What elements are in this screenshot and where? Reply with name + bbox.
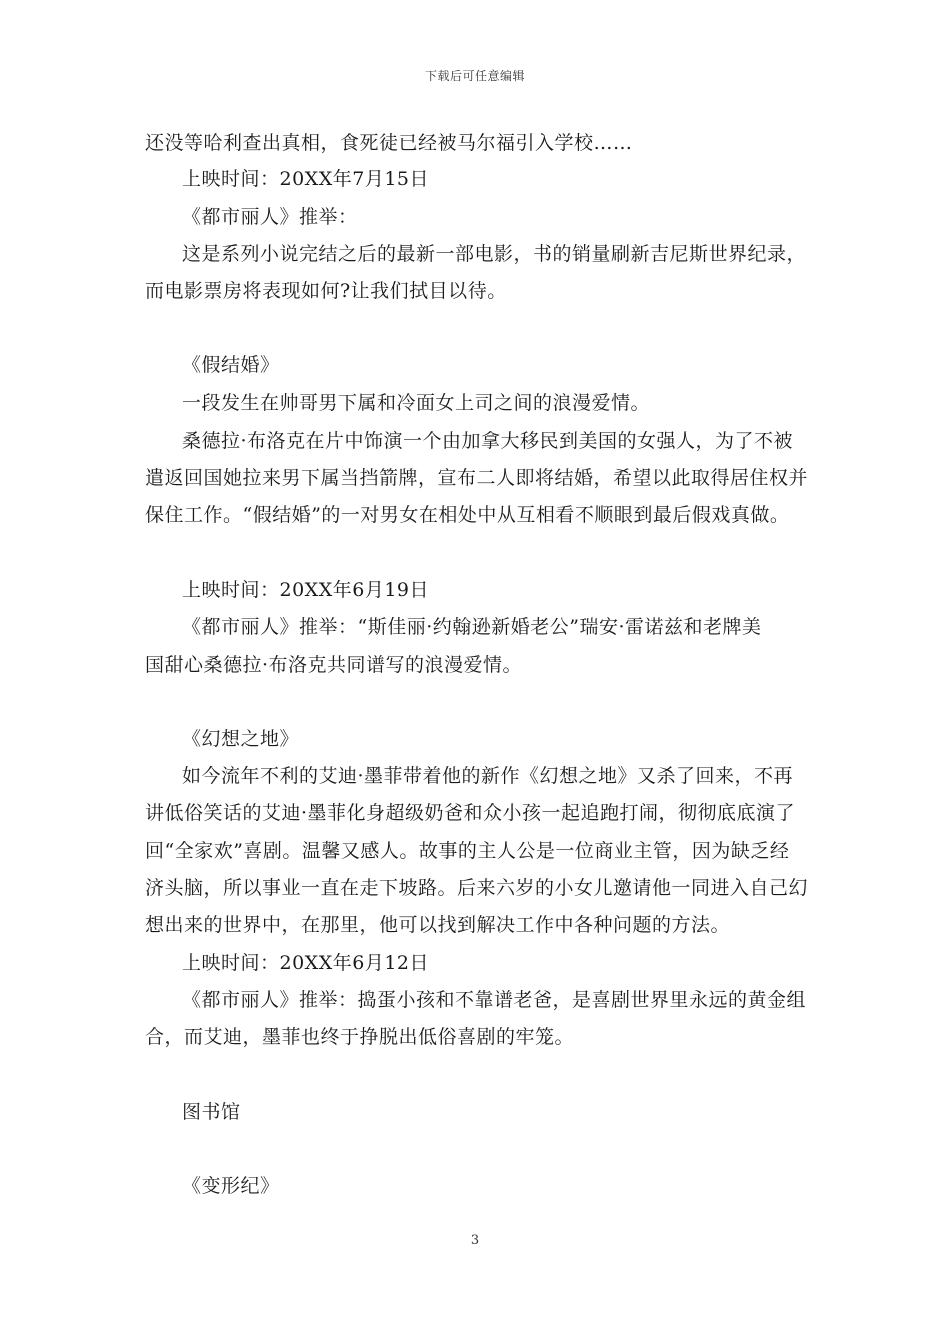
body-line: 而电影票房将表现如何?让我们拭目以待。 [145, 280, 507, 302]
body-line: 桑德拉·布洛克在片中饰演一个由加拿大移民到美国的女强人，为了不被 [182, 430, 794, 452]
body-line: 一段发生在帅哥男下属和冷面女上司之间的浪漫爱情。 [182, 392, 651, 414]
body-line: 还没等哈利查出真相，食死徒已经被马尔福引入学校…… [145, 132, 633, 154]
body-line: 保住工作。“假结婚”的一对男女在相处中从互相看不顺眼到最后假戏真做。 [145, 504, 790, 526]
release-date-line: 上映时间：20XX年6月19日 [182, 579, 429, 601]
release-date-line: 上映时间：20XX年7月15日 [182, 168, 429, 190]
body-line: 国甜心桑德拉·布洛克共同谱写的浪漫爱情。 [145, 654, 523, 676]
body-line: 想出来的世界中，在那里，他可以找到解决工作中各种问题的方法。 [145, 914, 731, 936]
body-line: 这是系列小说完结之后的最新一部电影，书的销量刷新吉尼斯世界纪录， [182, 243, 807, 265]
recommendation-line: 《都市丽人》推举：“斯佳丽·约翰逊新婚老公”瑞安·雷诺兹和老牌美 [182, 616, 762, 638]
body-line: 回“全家欢”喜剧。温馨又感人。故事的主人公是一位商业主管，因为缺乏经 [145, 840, 790, 862]
body-line: 遣返回国她拉来男下属当挡箭牌，宣布二人即将结婚，希望以此取得居住权并 [145, 467, 809, 489]
recommendation-line: 《都市丽人》推举：捣蛋小孩和不靠谱老爸，是喜剧世界里永远的黄金组 [182, 989, 807, 1011]
book-title: 《变形纪》 [182, 1175, 280, 1197]
body-line: 如今流年不利的艾迪·墨菲带着他的新作《幻想之地》又杀了回来，不再 [182, 765, 794, 787]
recommendation-label: 《都市丽人》推举： [182, 206, 358, 228]
movie-title: 《幻想之地》 [182, 728, 300, 750]
page-number: 3 [470, 1233, 480, 1248]
release-date-line: 上映时间：20XX年6月12日 [182, 952, 429, 974]
movie-title: 《假结婚》 [182, 354, 280, 376]
body-line: 合，而艾迪，墨菲也终于挣脱出低俗喜剧的牢笼。 [145, 1026, 575, 1048]
page-header: 下载后可任意编辑 [424, 69, 525, 83]
section-heading: 图书馆 [182, 1101, 241, 1123]
body-line: 讲低俗笑话的艾迪·墨菲化身超级奶爸和众小孩一起追跑打闹，彻彻底底演了 [145, 802, 796, 824]
body-line: 济头脑，所以事业一直在走下坡路。后来六岁的小女儿邀请他一同进入自己幻 [145, 877, 809, 899]
